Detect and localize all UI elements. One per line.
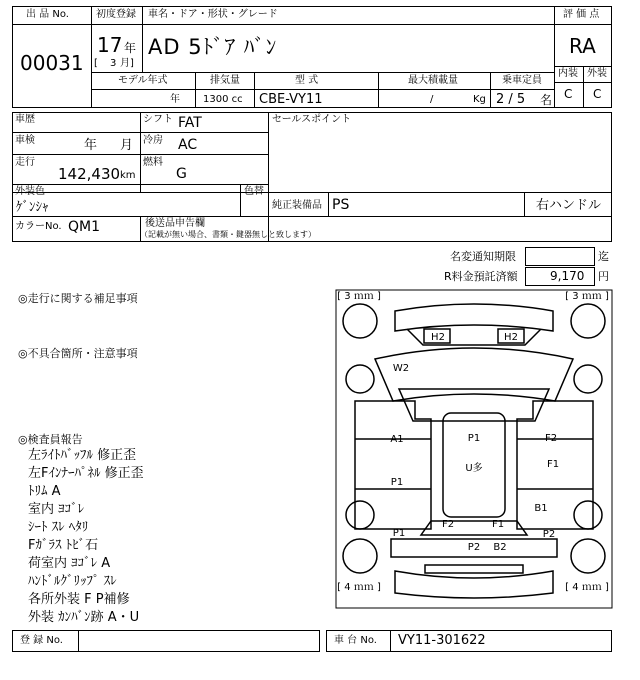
inspector-item: ｼｰﾄ ｽﾚ ﾍﾀﾘ [28,520,89,535]
max-load-label: 最大積載量 [408,75,458,86]
exterior-label: 外装 [587,68,607,79]
interior-label: 内装 [558,68,578,79]
damage-mark-p1-left: P1 [390,477,404,488]
displacement-label: 排気量 [210,75,240,86]
mileage-unit: km [120,170,136,181]
damage-mark-p1-roof: P1 [467,433,481,444]
steering: 右ハンドル [536,198,602,213]
air-conditioning: AC [178,137,198,153]
damage-mark-u-multiple: U多 [465,463,483,474]
type-label: 型 式 [295,75,319,86]
month-bracket-close: 月] [120,58,134,69]
max-load: / [430,94,434,105]
inspector-item: 左Fｲﾝﾅｰﾊﾟﾈﾙ 修正歪 [28,466,144,481]
shift: FAT [178,115,202,131]
damage-mark-p2-rear: P2 [467,542,481,553]
exterior-color: ｹﾞﾝｼｬ [16,200,49,215]
tire-tread-front-left: [ 3 ｍｍ ] [337,291,381,302]
chassis-number: VY11-301622 [398,633,486,648]
month-bracket-open: [ [94,58,98,69]
exterior-grade: C [593,87,602,101]
recolor-label: 色替 [244,186,264,197]
damage-mark-f1-right: F1 [546,459,560,470]
damage-mark-h2-right: H2 [504,332,518,343]
damage-mark-p1-rear-left: P1 [392,528,406,539]
damage-mark-f1-rear: F1 [491,519,505,530]
grade-label: 評 価 点 [563,9,600,20]
model-year-label: モデル年式 [118,75,168,86]
ac-label: 冷房 [143,135,163,146]
damage-mark-f2-rear: F2 [441,519,455,530]
model-year-unit: 年 [170,94,180,105]
chassis-number-label: 車 台 No. [334,635,377,646]
inspector-item: 左ﾗｲﾄﾊﾞｯﾌﾙ 修正歪 [28,448,137,463]
damage-mark-w2: W2 [392,363,410,374]
driving-notes-heading: ◎走行に関する補足事項 [18,292,138,305]
inspector-item: Fｶﾞﾗｽ ﾄﾋﾞ石 [28,538,99,553]
tire-tread-front-right: [ 3 ｍｍ ] [565,291,609,302]
mileage: 142,430 [58,165,121,183]
vehicle-damage-diagram [335,289,613,609]
fuel-label: 燃料 [143,157,163,168]
damage-mark-f2-right: F2 [544,433,558,444]
damage-mark-b1: B1 [534,503,548,514]
deadline-unit: 迄 [598,250,609,263]
car-name-label: 車名・ドア・形状・グレード [148,9,278,20]
inspector-item: 室内 ﾖｺﾞﾚ [28,502,85,517]
lot-number-label: 出 品 No. [26,9,69,20]
deadline-field [525,247,595,266]
capacity: 2 / 5 [496,92,526,107]
first-registration-year: 17 [97,33,123,57]
late-docs-label: 後送品申告欄 [145,218,205,229]
model-type: CBE-VY11 [259,92,323,107]
registration-number-label: 登 録 No. [20,635,63,646]
shift-label: シフト [143,114,173,125]
overall-grade: RA [569,34,596,58]
interior-grade: C [564,87,573,101]
equipment-label: 純正装備品 [272,200,322,211]
color-number: QM1 [68,219,101,235]
max-load-unit: Kg [473,94,486,105]
inspection-year-unit: 年 [84,138,98,153]
tire-tread-rear-right: [ 4 ｍｍ ] [565,582,609,593]
first-registration-label: 初度登録 [96,9,136,20]
recycle-fee-unit: 円 [598,270,609,283]
capacity-label: 乗車定員 [502,75,542,86]
color-number-label: カラーNo. [15,221,62,232]
fuel: G [176,166,187,182]
recycle-fee-amount: 9,170 [550,269,585,283]
inspector-report-heading: ◎検査員報告 [18,433,83,446]
tire-tread-rear-left: [ 4 ｍｍ ] [337,582,381,593]
inspection-month-unit: 月 [120,138,134,153]
damage-mark-b2: B2 [493,542,507,553]
defect-notes-heading: ◎不具合箇所・注意事項 [18,347,138,360]
inspector-item: ﾄﾘﾑ A [28,484,61,499]
sales-point-label: セールスポイント [272,114,352,125]
exterior-color-label: 外装色 [15,186,45,197]
inspector-item: 外装 ｶﾝﾊﾞﾝ跡 A・U [28,610,140,625]
car-name: AD 5ﾄﾞｱ ﾊﾞﾝ [148,35,278,59]
capacity-unit: 名 [540,93,553,107]
deadline-label: 名変通知期限 [450,250,516,263]
displacement: 1300 cc [203,94,243,105]
inspector-item: ﾊﾝﾄﾞﾙｸﾞﾘｯﾌﾟ ｽﾚ [28,574,117,589]
first-registration-month: 3 [110,58,117,69]
damage-mark-h2-left: H2 [431,332,445,343]
year-unit: 年 [124,41,137,55]
inspector-item: 荷室内 ﾖｺﾞﾚ A [28,556,111,571]
damage-mark-p2-right: P2 [542,529,556,540]
inspector-item: 各所外装 F P補修 [28,592,130,607]
recycle-fee-label: R料金預託済額 [444,270,518,283]
damage-mark-a1: A1 [390,434,404,445]
equipment: PS [332,197,350,213]
lot-number: 00031 [20,51,84,75]
history-label: 車歴 [15,114,35,125]
late-docs-note: （記載が無い場合、書類・鍵器無しと致します） [140,230,316,239]
mileage-label: 走行 [15,157,35,168]
inspection-label: 車検 [15,135,35,146]
